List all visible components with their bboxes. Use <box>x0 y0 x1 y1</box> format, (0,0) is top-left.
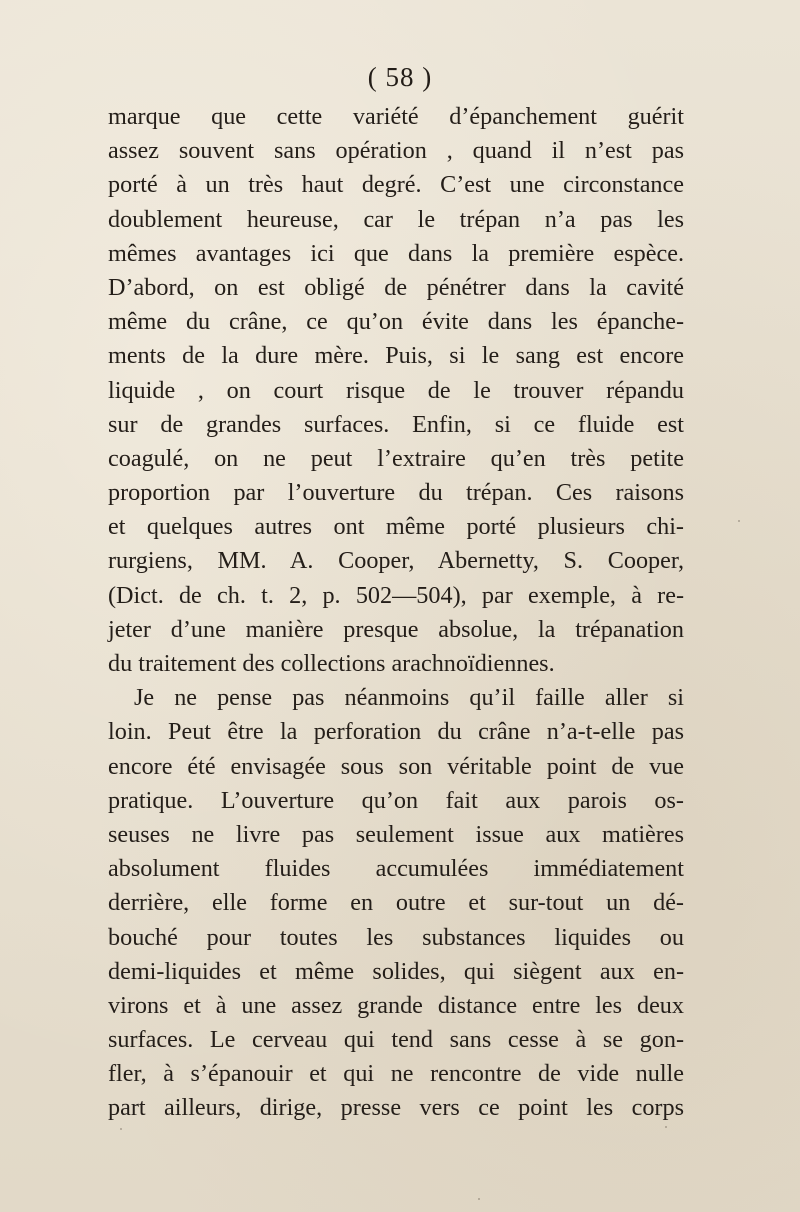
text-line: surfaces. Le cerveau qui tend sans cesse à se gon- <box>108 1026 684 1054</box>
text-line: même du crâne, ce qu’on évite dans les épanche- <box>108 308 684 336</box>
text-line: fler, à s’épanouir et qui ne rencontre de vide nulle <box>108 1060 684 1088</box>
text-line: pratique. L’ouverture qu’on fait aux parois os- <box>108 786 684 814</box>
text-line: porté à un très haut degré. C’est une circonstance <box>108 171 684 199</box>
text-line: rurgiens, MM. A. Cooper, Abernetty, S. Cooper, <box>108 547 684 575</box>
paper-speck <box>665 1126 667 1128</box>
text-line: (Dict. de ch. t. 2, p. 502—504), par exemple, à re- <box>108 581 684 609</box>
text-line: ments de la dure mère. Puis, si le sang est encore <box>108 342 684 370</box>
text-line: absolument fluides accumulées immédiatement <box>108 855 684 883</box>
paper-speck <box>120 1128 122 1130</box>
text-line: et quelques autres ont même porté plusieurs chi- <box>108 513 684 541</box>
text-line: marque que cette variété d’épanchement guérit <box>108 103 684 130</box>
text-line: du traitement des collections arachnoïdiennes. <box>108 650 555 677</box>
paper-speck <box>738 520 740 522</box>
text-line: bouché pour toutes les substances liquides ou <box>108 923 684 951</box>
text-line: encore été envisagée sous son véritable point de vue <box>108 752 684 780</box>
text-line: proportion par l’ouverture du trépan. Ces raisons <box>108 479 684 507</box>
text-line: assez souvent sans opération , quand il n’est pas <box>108 137 684 165</box>
text-line: demi-liquides et même solides, qui siègent aux en- <box>108 957 684 985</box>
text-line: mêmes avantages ici que dans la première espèce. <box>108 239 684 267</box>
text-line: sur de grandes surfaces. Enfin, si ce fluide est <box>108 410 684 438</box>
text-line: liquide , on court risque de le trouver répandu <box>108 376 684 404</box>
text-line: part ailleurs, dirige, presse vers ce point les corps <box>108 1094 684 1122</box>
page-number: ( 58 ) <box>367 62 433 92</box>
text-line: jeter d’une manière presque absolue, la trépanation <box>108 615 684 643</box>
text-line: Je ne pense pas néanmoins qu’il faille aller si <box>134 684 684 712</box>
text-line: doublement heureuse, car le trépan n’a pas les <box>108 205 684 233</box>
paper-speck <box>478 1198 480 1200</box>
text-line: coagulé, on ne peut l’extraire qu’en très petite <box>108 444 684 472</box>
text-line: derrière, elle forme en outre et sur-tout un dé- <box>108 889 684 917</box>
text-line: loin. Peut être la perforation du crâne n’a-t-elle pas <box>108 718 684 746</box>
text-line: virons et à une assez grande distance entre les deux <box>108 991 684 1019</box>
text-line: seuses ne livre pas seulement issue aux matières <box>108 820 684 848</box>
text-line: D’abord, on est obligé de pénétrer dans la cavité <box>108 273 684 301</box>
body-text <box>108 100 684 1126</box>
